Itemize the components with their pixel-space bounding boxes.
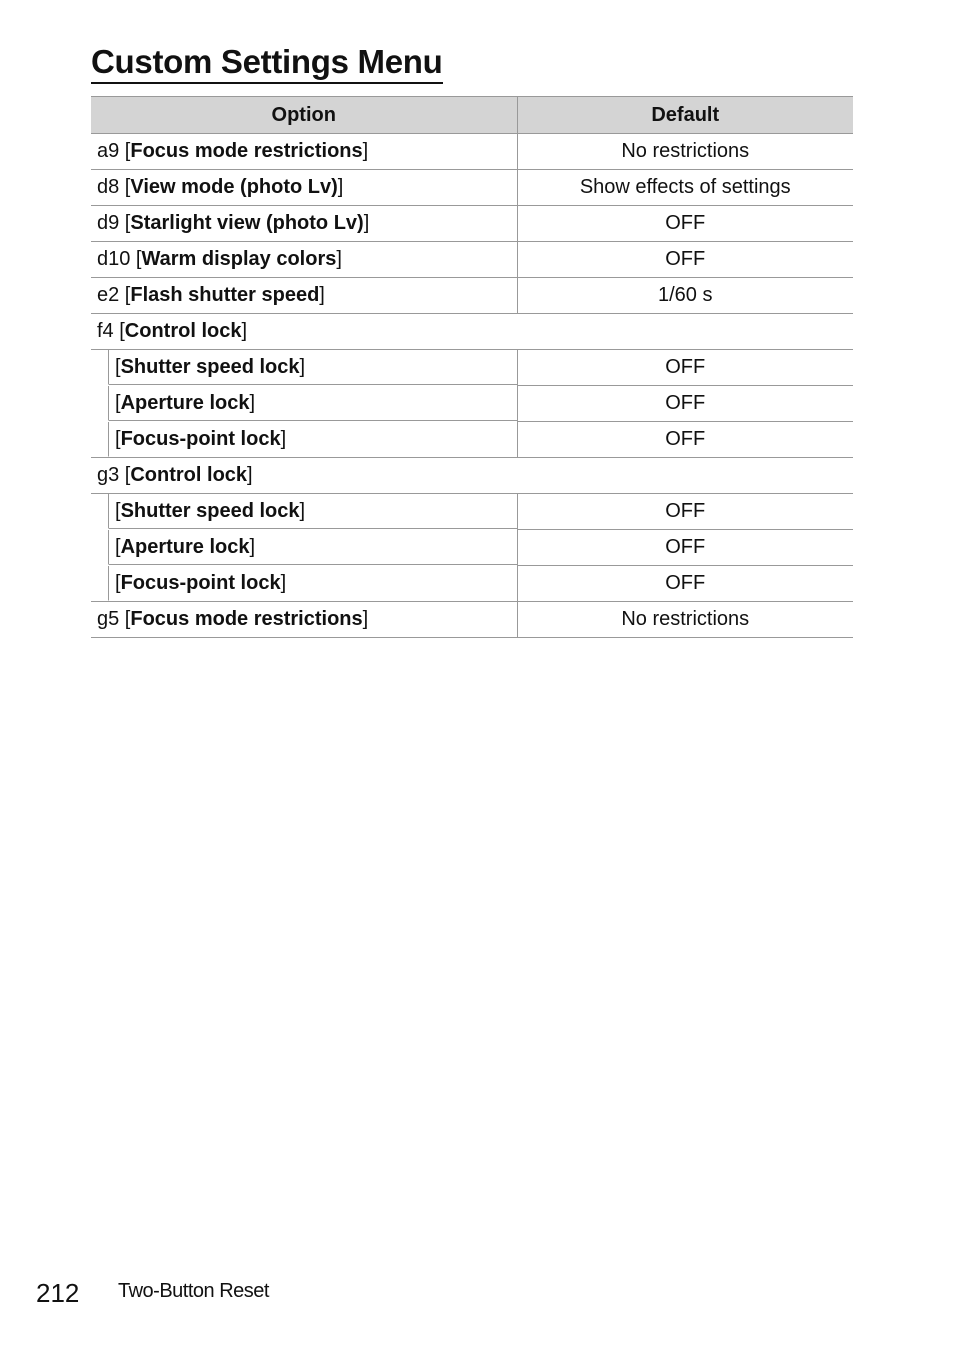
option-prefix: d8 [ [97,176,131,198]
page-title: Custom Settings Menu [91,42,443,84]
sub-option-cell [91,350,517,386]
default-cell: No restrictions [517,134,853,170]
option-prefix: g5 [ [97,608,131,630]
default-cell: OFF [517,206,853,242]
option-cell [91,206,517,242]
default-cell: OFF [517,494,853,530]
option-name: View mode (photo Lv) [130,176,338,198]
option-name: Focus mode restrictions [130,608,363,630]
table-row [91,206,853,242]
option-suffix: ] [362,608,369,630]
default-cell: OFF [517,530,853,566]
group-header-cell [91,458,853,494]
table-row [91,278,853,314]
option-cell [91,170,517,206]
default-cell: OFF [517,242,853,278]
option-suffix: ] [299,499,306,522]
option-suffix: ] [363,212,370,234]
option-cell [91,602,517,638]
sub-option-row [91,530,853,566]
sub-option-row [91,350,853,386]
option-prefix: [ [115,571,121,594]
default-cell: OFF [517,350,853,386]
sub-option-row [91,386,853,422]
group-prefix: g3 [ [97,464,131,486]
option-name: Flash shutter speed [130,284,320,306]
table-row [91,242,853,278]
option-suffix: ] [249,391,256,414]
sub-option-row [91,566,853,602]
option-prefix: d10 [ [97,248,142,270]
option-suffix: ] [337,176,344,198]
option-cell [91,242,517,278]
group-header-row [91,314,853,350]
option-name: Shutter speed lock [120,499,300,522]
option-suffix: ] [336,248,342,270]
indent-marker [91,494,109,529]
option-prefix: d9 [ [97,212,131,234]
default-column-header: Default [517,97,853,134]
sub-option-cell [91,422,517,458]
option-column-header: Option [91,97,517,134]
default-cell: 1/60 s [517,278,853,314]
table-header-row [91,97,853,134]
default-cell: OFF [517,386,853,422]
group-name: Control lock [130,464,248,486]
sub-option-cell [91,566,517,602]
option-suffix: ] [249,535,256,558]
sub-option-cell [91,494,517,530]
default-cell: Show effects of settings [517,170,853,206]
option-suffix: ] [299,355,306,378]
page-number: 212 [36,1278,80,1308]
table-row [91,602,853,638]
group-header-row [91,458,853,494]
group-name: Control lock [124,320,242,342]
sub-option-row [91,422,853,458]
option-prefix: [ [115,499,121,522]
option-name: Starlight view (photo Lv) [130,212,364,234]
indent-marker [91,422,109,457]
default-cell: OFF [517,422,853,458]
section-footer: Two-Button Reset [118,1280,269,1302]
option-name: Warm display colors [141,248,337,270]
option-name: Focus-point lock [120,571,281,594]
indent-marker [91,530,109,565]
option-prefix: [ [115,427,121,450]
indent-marker [91,350,109,385]
group-suffix: ] [241,320,248,342]
sub-option-cell [91,530,517,566]
option-suffix: ] [319,284,325,306]
option-prefix: [ [115,355,121,378]
group-header-cell [91,314,853,350]
option-prefix: e2 [ [97,284,131,306]
group-suffix: ] [247,464,253,486]
option-cell [91,134,517,170]
default-cell: No restrictions [517,602,853,638]
option-suffix: ] [362,140,369,162]
option-suffix: ] [280,571,287,594]
table-row [91,170,853,206]
option-prefix: [ [115,535,121,558]
option-name: Focus mode restrictions [130,140,363,162]
option-name: Aperture lock [120,391,250,414]
custom-settings-table [91,96,853,638]
option-prefix: a9 [ [97,140,131,162]
option-name: Focus-point lock [120,427,281,450]
group-prefix: f4 [ [97,320,125,342]
table-row [91,134,853,170]
sub-option-cell [91,386,517,422]
option-prefix: [ [115,391,121,414]
option-name: Shutter speed lock [120,355,300,378]
sub-option-row [91,494,853,530]
indent-marker [91,386,109,421]
indent-marker [91,566,109,601]
option-cell [91,278,517,314]
option-suffix: ] [280,427,287,450]
default-cell: OFF [517,566,853,602]
option-name: Aperture lock [120,535,250,558]
